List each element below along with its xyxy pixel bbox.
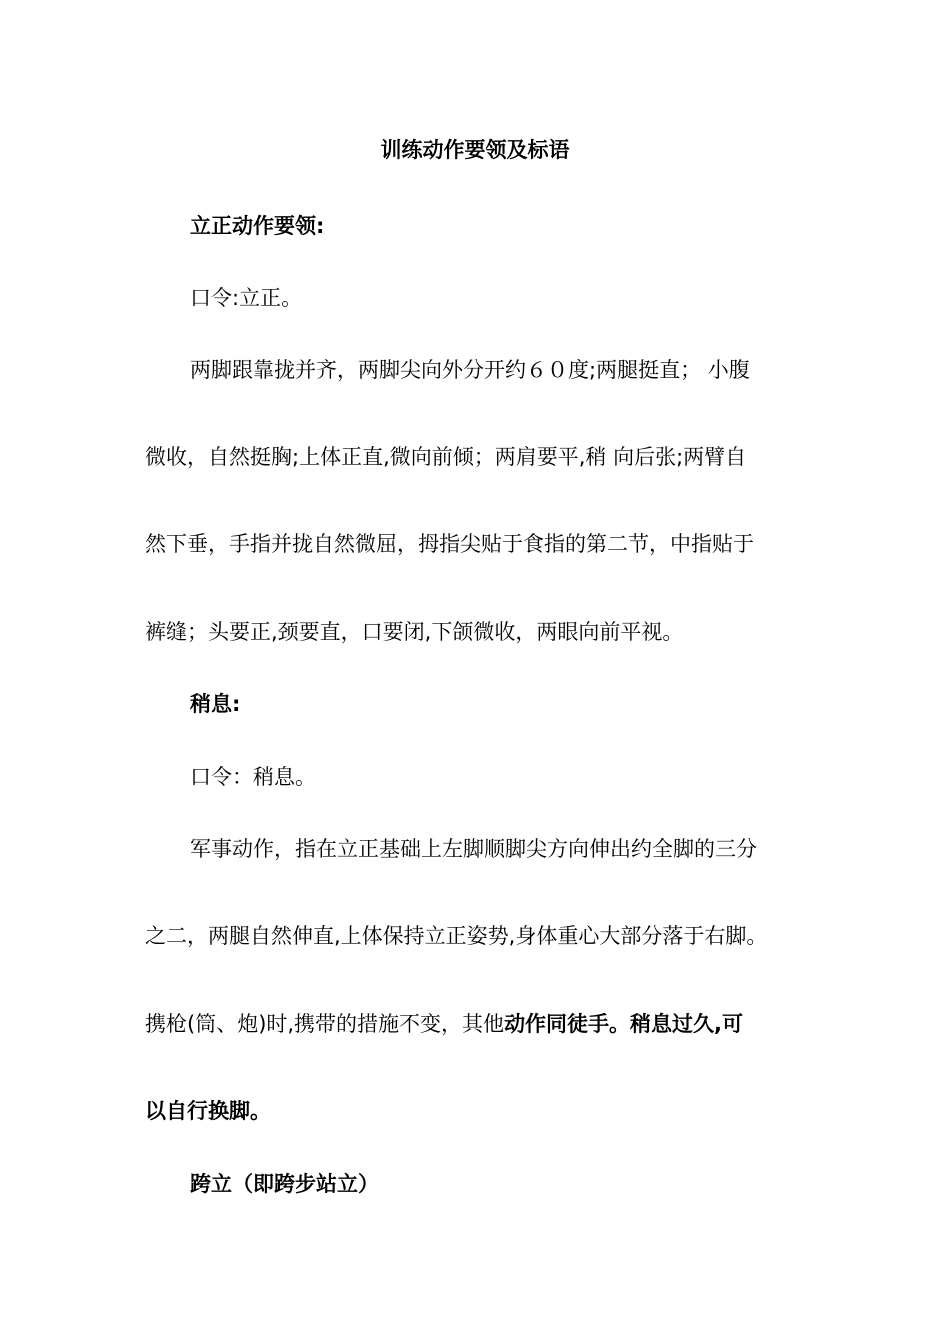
command-attention: 口令:立正。 bbox=[190, 286, 303, 310]
paragraph-line: 两脚跟靠拢并齐，两脚尖向外分开约６０度;两腿挺直； 小腹 bbox=[190, 358, 750, 382]
section-heading-attention: 立正动作要领: bbox=[190, 214, 325, 238]
paragraph-line-mixed bbox=[145, 1010, 743, 1038]
paragraph-line: 微收，自然挺胸;上体正直,微向前倾；两肩要平,稍 向后张;两臂自 bbox=[145, 445, 747, 469]
paragraph-line: 之二，两腿自然伸直,上体保持立正姿势,身体重心大部分落于右脚。 bbox=[145, 924, 768, 948]
document-title: 训练动作要领及标语 bbox=[380, 138, 570, 162]
paragraph-text-normal: 携枪(筒、炮)时,携带的措施不变，其他 bbox=[145, 1012, 505, 1036]
section-heading-straddle-stand: 跨立（即跨步站立） bbox=[190, 1172, 379, 1196]
paragraph-text-bold: 动作同徒手。稍息过久,可 bbox=[504, 1012, 744, 1036]
command-at-ease: 口令：稍息。 bbox=[190, 765, 316, 789]
paragraph-line: 然下垂，手指并拢自然微屈，拇指尖贴于食指的第二节，中指贴于 bbox=[145, 532, 754, 556]
paragraph-line-bold: 以自行换脚。 bbox=[145, 1099, 271, 1123]
paragraph-line: 裤缝；头要正,颈要直，口要闭,下颌微收，两眼向前平视。 bbox=[145, 620, 684, 644]
section-heading-at-ease: 稍息: bbox=[190, 692, 241, 716]
paragraph-line: 军事动作，指在立正基础上左脚顺脚尖方向伸出约全脚的三分 bbox=[190, 837, 757, 861]
